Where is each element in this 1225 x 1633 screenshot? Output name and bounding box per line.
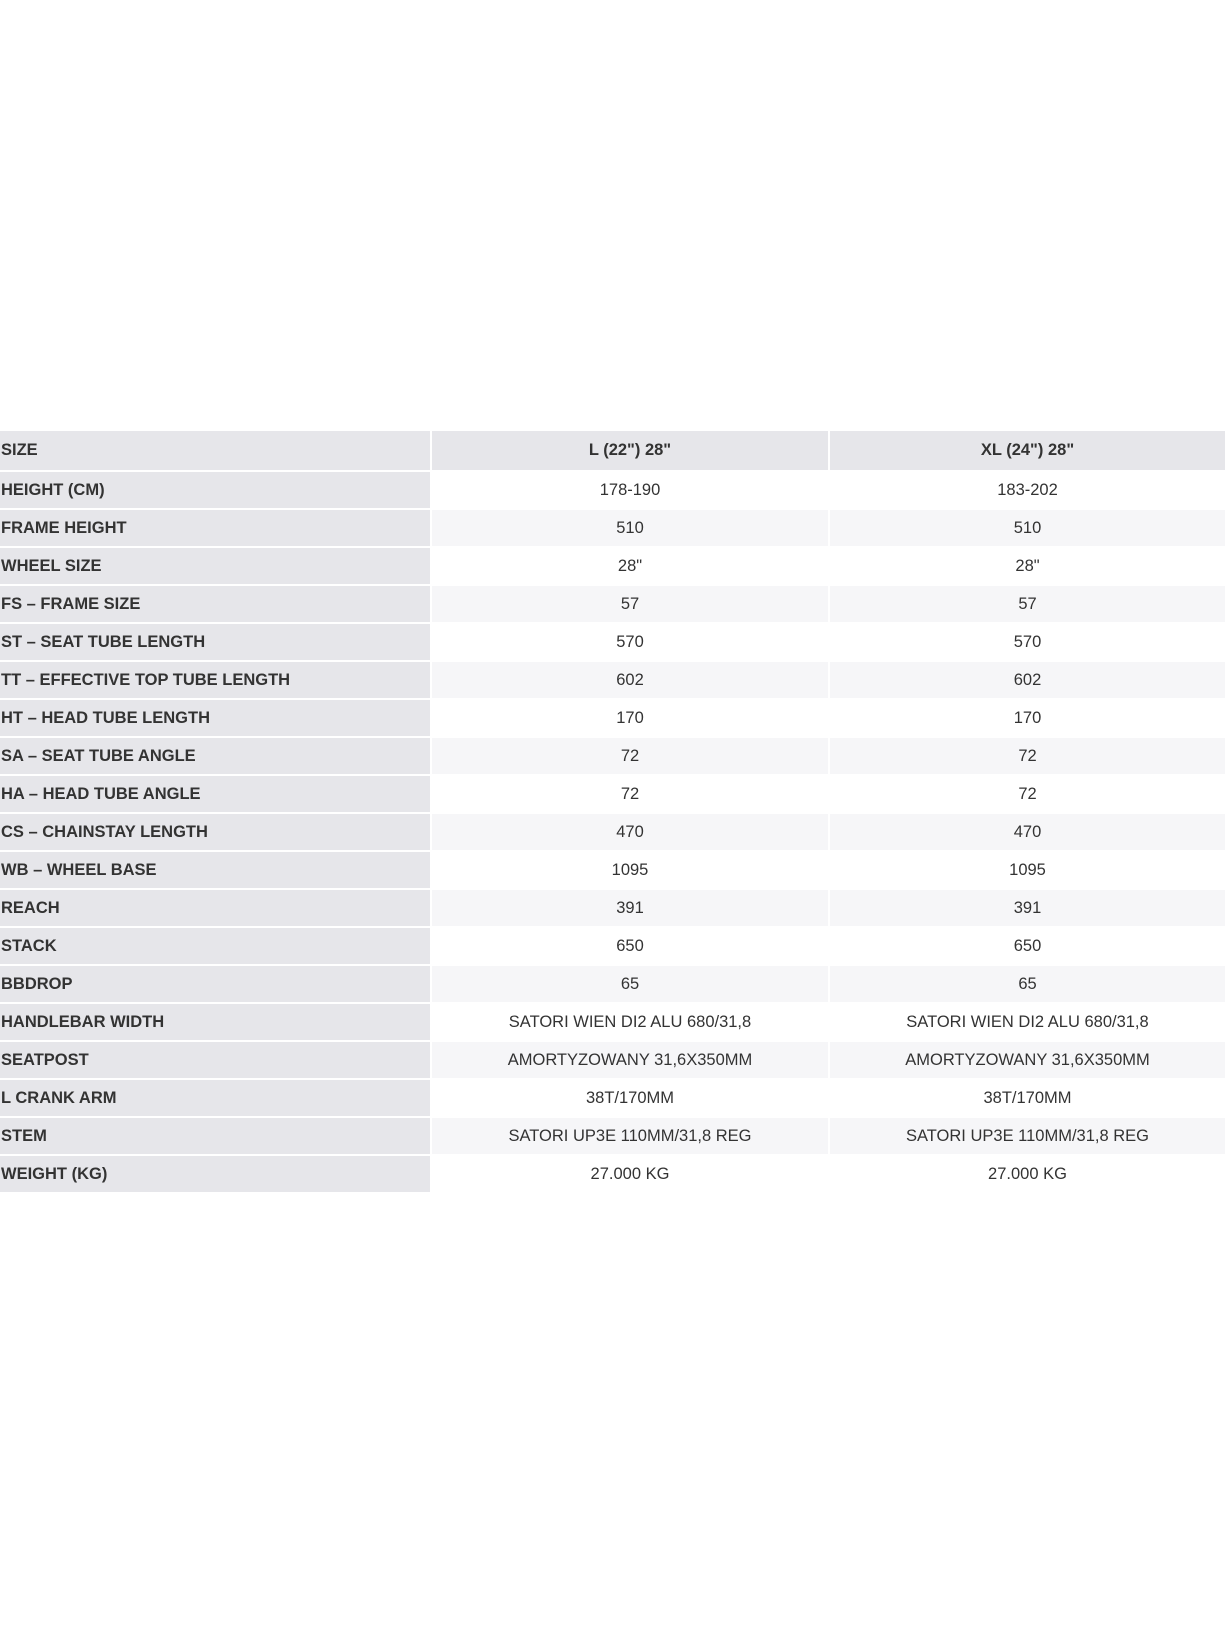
cell-size-xl: 170 [830,700,1225,738]
row-label: HEIGHT (CM) [0,472,432,510]
row-label: FS – FRAME SIZE [0,586,432,624]
row-label: WEIGHT (KG) [0,1156,432,1194]
table-row [0,662,1225,700]
cell-size-l: 28" [432,548,830,586]
row-label: STEM [0,1118,432,1156]
table-row [0,472,1225,510]
cell-size-xl: 72 [830,738,1225,776]
row-label: HANDLEBAR WIDTH [0,1004,432,1042]
row-label: FRAME HEIGHT [0,510,432,548]
cell-size-l: 570 [432,624,830,662]
table-row [0,1004,1225,1042]
cell-size-xl: 391 [830,890,1225,928]
cell-size-xl: SATORI UP3E 110MM/31,8 REG [830,1118,1225,1156]
table-body [0,472,1225,1194]
table-row [0,510,1225,548]
table-row [0,852,1225,890]
table-row [0,1118,1225,1156]
table-row [0,586,1225,624]
cell-size-xl: 28" [830,548,1225,586]
table-row [0,890,1225,928]
cell-size-l: 470 [432,814,830,852]
cell-size-xl: 183-202 [830,472,1225,510]
table-row [0,776,1225,814]
cell-size-xl: 27.000 KG [830,1156,1225,1194]
cell-size-l: 27.000 KG [432,1156,830,1194]
cell-size-l: 57 [432,586,830,624]
table-row [0,700,1225,738]
table-row [0,1042,1225,1080]
cell-size-l: 72 [432,776,830,814]
header-size-label: SIZE [0,431,432,472]
row-label: CS – CHAINSTAY LENGTH [0,814,432,852]
table-row [0,814,1225,852]
cell-size-l: 178-190 [432,472,830,510]
row-label: WHEEL SIZE [0,548,432,586]
cell-size-xl: 57 [830,586,1225,624]
cell-size-l: SATORI WIEN DI2 ALU 680/31,8 [432,1004,830,1042]
cell-size-xl: 72 [830,776,1225,814]
row-label: WB – WHEEL BASE [0,852,432,890]
cell-size-xl: AMORTYZOWANY 31,6X350MM [830,1042,1225,1080]
cell-size-l: 510 [432,510,830,548]
cell-size-xl: 602 [830,662,1225,700]
row-label: HA – HEAD TUBE ANGLE [0,776,432,814]
row-label: BBDROP [0,966,432,1004]
geometry-spec-table [0,431,1225,1194]
table-header-row [0,431,1225,472]
row-label: STACK [0,928,432,966]
cell-size-xl: 65 [830,966,1225,1004]
table-row [0,624,1225,662]
cell-size-xl: 38T/170MM [830,1080,1225,1118]
cell-size-l: 602 [432,662,830,700]
cell-size-xl: 510 [830,510,1225,548]
cell-size-xl: 650 [830,928,1225,966]
row-label: REACH [0,890,432,928]
row-label: HT – HEAD TUBE LENGTH [0,700,432,738]
table-row [0,738,1225,776]
cell-size-l: 72 [432,738,830,776]
row-label: ST – SEAT TUBE LENGTH [0,624,432,662]
cell-size-xl: 1095 [830,852,1225,890]
row-label: L CRANK ARM [0,1080,432,1118]
cell-size-xl: 470 [830,814,1225,852]
cell-size-l: 1095 [432,852,830,890]
cell-size-l: 38T/170MM [432,1080,830,1118]
cell-size-l: SATORI UP3E 110MM/31,8 REG [432,1118,830,1156]
cell-size-l: 391 [432,890,830,928]
row-label: SA – SEAT TUBE ANGLE [0,738,432,776]
cell-size-xl: 570 [830,624,1225,662]
cell-size-l: 65 [432,966,830,1004]
row-label: SEATPOST [0,1042,432,1080]
cell-size-l: 650 [432,928,830,966]
table-row [0,548,1225,586]
cell-size-xl: SATORI WIEN DI2 ALU 680/31,8 [830,1004,1225,1042]
cell-size-l: 170 [432,700,830,738]
header-size-xl: XL (24") 28" [830,431,1225,472]
row-label: TT – EFFECTIVE TOP TUBE LENGTH [0,662,432,700]
header-size-l: L (22") 28" [432,431,830,472]
table-row [0,1156,1225,1194]
table-row [0,966,1225,1004]
table-row [0,1080,1225,1118]
table-row [0,928,1225,966]
cell-size-l: AMORTYZOWANY 31,6X350MM [432,1042,830,1080]
